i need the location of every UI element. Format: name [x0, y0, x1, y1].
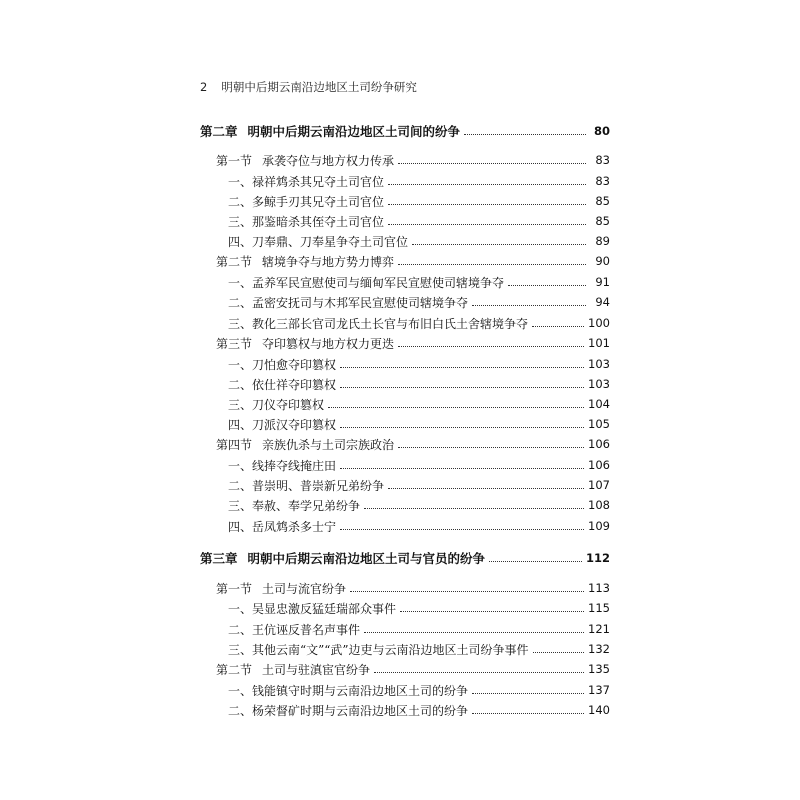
toc-page-number: 83 [595, 153, 610, 167]
toc-page-number: 101 [588, 336, 610, 350]
toc-entry-number: 第二节 [216, 662, 253, 677]
toc-dot-leader [340, 467, 584, 469]
toc-entry-title: 辖境争夺与地方势力博弈 [262, 254, 395, 269]
toc-dot-leader [364, 507, 584, 509]
toc-dot-leader [398, 345, 584, 347]
toc-dot-leader [472, 712, 584, 714]
toc-entry-title: 二、杨荣督矿时期与云南沿边地区土司的纷争 [228, 703, 469, 718]
toc-dot-leader [350, 590, 584, 592]
toc-page-number: 89 [595, 234, 610, 248]
toc-subsection-entry [200, 354, 610, 374]
toc-entry-number: 第四节 [216, 437, 253, 452]
toc-entry-title: 明朝中后期云南沿边地区土司间的纷争 [247, 124, 461, 139]
toc-dot-leader [388, 223, 586, 225]
toc-subsection-entry [200, 414, 610, 434]
toc-subsection-entry [200, 455, 610, 475]
toc-entry-number: 第二章 [200, 124, 238, 139]
toc-entry-title: 四、岳凤鸩杀多士宁 [228, 519, 337, 534]
toc-entry-title: 一、钱能镇守时期与云南沿边地区土司的纷争 [228, 683, 469, 698]
toc-dot-leader [340, 426, 584, 428]
toc-entry-title: 亲族仇杀与土司宗族政治 [262, 437, 395, 452]
toc-chapter-entry [200, 548, 610, 568]
toc-dot-leader [340, 366, 584, 368]
toc-page-number: 105 [588, 417, 610, 431]
toc-dot-leader [412, 243, 586, 245]
toc-section-entry [200, 659, 610, 679]
toc-page-number: 140 [588, 703, 610, 717]
toc-dot-leader [464, 133, 586, 135]
toc-section-entry [200, 333, 610, 353]
toc-subsection-entry [200, 374, 610, 394]
toc-subsection-entry [200, 475, 610, 495]
toc-entry-title: 三、那鉴暗杀其侄夺土司官位 [228, 214, 385, 229]
toc-subsection-entry [200, 171, 610, 191]
toc-entry-title: 三、教化三部长官司龙氏土长官与布旧白氏土舍辖境争夺 [228, 316, 529, 331]
toc-entry-number: 第一节 [216, 153, 253, 168]
toc-subsection-entry [200, 313, 610, 333]
toc-entry-title: 一、线捧夺线掩庄田 [228, 458, 337, 473]
toc-entry-title: 二、依仕祥夺印篡权 [228, 377, 337, 392]
toc-entry-title: 一、刀怕愈夺印篡权 [228, 357, 337, 372]
toc-dot-leader [364, 631, 584, 633]
toc-page-number: 100 [588, 316, 610, 330]
toc-entry-number: 第三章 [200, 551, 238, 566]
toc-dot-leader [472, 304, 586, 306]
toc-entry-title: 二、王伉诬反普名声事件 [228, 622, 361, 637]
toc-subsection-entry [200, 495, 610, 515]
header-book-title: 明朝中后期云南沿边地区土司纷争研究 [221, 80, 417, 94]
toc-entry-title: 二、多鲸手刃其兄夺土司官位 [228, 194, 385, 209]
toc-dot-leader [533, 651, 585, 653]
toc-subsection-entry [200, 639, 610, 659]
toc-page-number: 103 [588, 377, 610, 391]
toc-entry-title: 四、刀奉鼎、刀奉星争夺土司官位 [228, 234, 409, 249]
toc-subsection-entry [200, 680, 610, 700]
toc-subsection-entry [200, 700, 610, 720]
toc-subsection-entry [200, 231, 610, 251]
toc-entry-title: 三、其他云南“文”“武”边吏与云南沿边地区土司纷争事件 [228, 642, 529, 657]
toc-dot-leader [388, 203, 586, 205]
toc-page-number: 106 [588, 437, 610, 451]
toc-dot-leader [508, 284, 586, 286]
toc-dot-leader [340, 528, 584, 530]
toc-dot-leader [398, 263, 586, 265]
toc-dot-leader [388, 487, 584, 489]
toc-dot-leader [374, 671, 584, 673]
toc-dot-leader [388, 183, 586, 185]
toc-entry-title: 一、孟养军民宣慰使司与缅甸军民宣慰使司辖境争夺 [228, 275, 505, 290]
toc-page-number: 113 [588, 581, 610, 595]
toc-dot-leader [400, 610, 584, 612]
toc-dot-leader [472, 692, 584, 694]
toc-page-number: 108 [588, 498, 610, 512]
toc-page-number: 90 [595, 254, 610, 268]
toc-section-entry [200, 251, 610, 271]
toc-entry-title: 三、刀仪夺印篡权 [228, 397, 325, 412]
toc-dot-leader [489, 560, 582, 562]
toc-subsection-entry [200, 516, 610, 536]
toc-entry-title: 二、普崇明、普崇新兄弟纷争 [228, 478, 385, 493]
toc-page-number: 103 [588, 357, 610, 371]
toc-subsection-entry [200, 211, 610, 231]
toc-page-number: 107 [588, 478, 610, 492]
toc-entry-title: 承袭夺位与地方权力传承 [262, 153, 395, 168]
toc-entry-number: 第一节 [216, 581, 253, 596]
toc-entry-title: 一、禄祥鸩杀其兄夺土司官位 [228, 174, 385, 189]
toc-section-entry [200, 578, 610, 598]
toc-page-number: 112 [585, 551, 610, 565]
toc-entry-title: 二、孟密安抚司与木邦军民宣慰使司辖境争夺 [228, 295, 469, 310]
toc-dot-leader [328, 406, 584, 408]
toc-page-number: 91 [595, 275, 610, 289]
toc-entry-title: 一、吴显忠激反猛廷瑞部众事件 [228, 601, 397, 616]
toc-dot-leader [398, 446, 584, 448]
toc-subsection-entry [200, 619, 610, 639]
toc-subsection-entry [200, 394, 610, 414]
toc-subsection-entry [200, 598, 610, 618]
toc-subsection-entry [200, 191, 610, 211]
toc-page-number: 80 [593, 124, 610, 138]
toc-page-number: 104 [588, 397, 610, 411]
toc-dot-leader [398, 162, 586, 164]
toc-page-number: 121 [588, 622, 610, 636]
toc-page-number: 85 [595, 194, 610, 208]
toc-page-number: 83 [595, 174, 610, 188]
toc-entry-title: 土司与流官纷争 [262, 581, 347, 596]
toc-dot-leader [340, 386, 584, 388]
toc-page-number: 106 [588, 458, 610, 472]
toc-subsection-entry [200, 272, 610, 292]
toc-section-entry [200, 434, 610, 454]
toc-entry-number: 第二节 [216, 254, 253, 269]
toc-page-number: 85 [595, 214, 610, 228]
toc-chapter-entry [200, 121, 610, 141]
header-page-number: 2 [200, 80, 208, 94]
toc-page-number: 137 [588, 683, 610, 697]
toc-section-entry [200, 150, 610, 170]
toc-dot-leader [532, 325, 584, 327]
toc-page-number: 109 [588, 519, 610, 533]
toc-page-number: 94 [595, 295, 610, 309]
toc-entry-title: 夺印篡权与地方权力更迭 [262, 336, 395, 351]
toc-subsection-entry [200, 292, 610, 312]
toc-entry-number: 第三节 [216, 336, 253, 351]
toc-entry-title: 四、刀派汉夺印篡权 [228, 417, 337, 432]
toc-entry-title: 土司与驻滇宦官纷争 [262, 662, 371, 677]
toc-page-number: 115 [588, 601, 610, 615]
toc-entry-title: 三、奉赦、奉学兄弟纷争 [228, 498, 361, 513]
toc-page-number: 135 [588, 662, 610, 676]
toc-entry-title: 明朝中后期云南沿边地区土司与官员的纷争 [247, 551, 486, 566]
toc-page-number: 132 [588, 642, 610, 656]
